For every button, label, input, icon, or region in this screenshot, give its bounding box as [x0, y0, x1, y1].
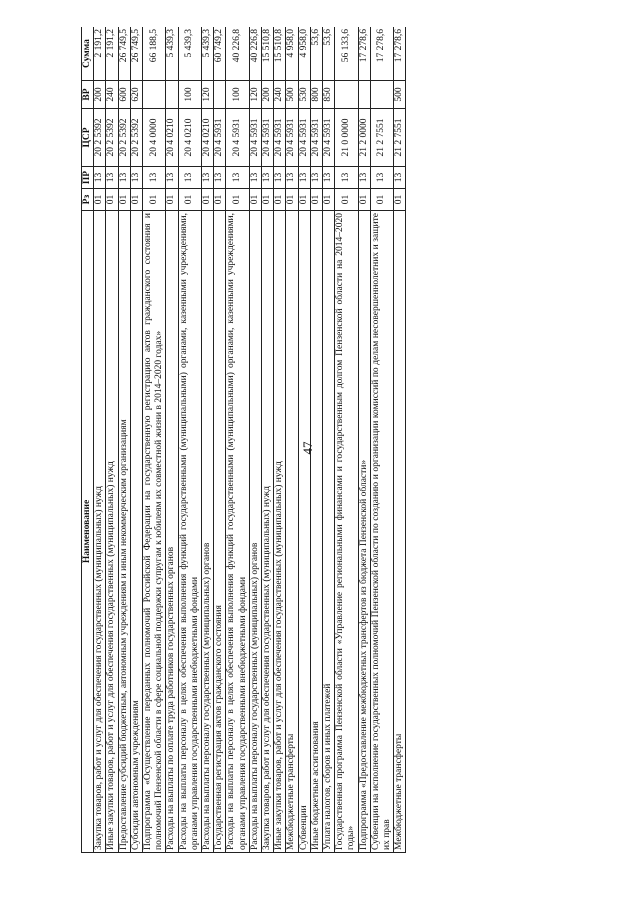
row-name: Субвенции — [298, 211, 310, 853]
row-name: Субвенции на исполнение государственных полномочий Пензенской области по созданию и организации комиссий по делам несовершеннолетних и защите их прав — [370, 211, 393, 853]
row-vr — [358, 81, 370, 109]
row-name: Расходы на выплаты персоналу государственных (муниципальных) органов — [202, 211, 214, 853]
row-sum: 15 510,8 — [262, 27, 274, 81]
row-pr: 13 — [249, 167, 261, 189]
row-sum: 4 958,0 — [286, 27, 298, 81]
row-csr: 20 4 0000 — [143, 109, 166, 167]
header-sum: Сумма — [82, 27, 94, 81]
row-csr: 20 2 5392 — [94, 109, 106, 167]
row-name: Межбюджетные трансферты — [286, 211, 298, 853]
row-csr: 21 2 7551 — [370, 109, 393, 167]
row-csr: 20 4 0210 — [166, 109, 178, 167]
table-row — [394, 27, 406, 853]
row-rz: 01 — [143, 189, 166, 211]
row-name: Иные закупки товаров, работ и услуг для обеспечения государственных (муниципальных) нужд — [274, 211, 286, 853]
row-csr: 20 4 5931 — [286, 109, 298, 167]
row-sum: 17 278,6 — [394, 27, 406, 81]
row-rz: 01 — [323, 189, 335, 211]
row-name: Уплата налогов, сборов и иных платежей — [323, 211, 335, 853]
row-rz: 01 — [298, 189, 310, 211]
row-sum: 26 749,5 — [118, 27, 130, 81]
row-vr: 620 — [130, 81, 142, 109]
row-name: Расходы на выплаты персоналу государственных (муниципальных) органов — [249, 211, 261, 853]
row-vr: 800 — [310, 81, 322, 109]
row-name: Государственная программа Пензенской области «Управление региональными финансами и государственным долгом Пензенской области на 2014–2020 годы» — [335, 211, 358, 853]
row-rz: 01 — [358, 189, 370, 211]
row-rz: 01 — [106, 189, 118, 211]
row-vr: 100 — [178, 81, 201, 109]
row-pr: 13 — [214, 167, 226, 189]
row-pr: 13 — [226, 167, 249, 189]
table-row — [262, 27, 274, 853]
table-row — [94, 27, 106, 853]
row-name: Межбюджетные трансферты — [394, 211, 406, 853]
header-rz: Рз — [82, 189, 94, 211]
row-vr: 200 — [262, 81, 274, 109]
page-number: 47 — [300, 441, 315, 455]
table-row — [214, 27, 226, 853]
row-rz: 01 — [130, 189, 142, 211]
row-csr: 20 4 5931 — [262, 109, 274, 167]
row-vr — [143, 81, 166, 109]
header-name: Наименование — [82, 211, 94, 853]
row-pr: 13 — [262, 167, 274, 189]
header-csr: ЦСР — [82, 109, 94, 167]
row-pr: 13 — [310, 167, 322, 189]
row-vr — [214, 81, 226, 109]
row-sum: 53,6 — [310, 27, 322, 81]
table-header-row — [82, 27, 94, 853]
row-sum: 2 191,2 — [94, 27, 106, 81]
row-sum: 53,6 — [323, 27, 335, 81]
row-pr: 13 — [106, 167, 118, 189]
row-vr: 240 — [274, 81, 286, 109]
row-vr: 240 — [106, 81, 118, 109]
row-rz: 01 — [335, 189, 358, 211]
table-row — [106, 27, 118, 853]
row-rz: 01 — [249, 189, 261, 211]
row-rz: 01 — [394, 189, 406, 211]
table-row — [249, 27, 261, 853]
table-row — [274, 27, 286, 853]
table-row — [166, 27, 178, 853]
row-pr: 13 — [130, 167, 142, 189]
budget-table — [81, 27, 406, 853]
row-sum: 56 133,6 — [335, 27, 358, 81]
row-name: Предоставление субсидий бюджетным, автономным учреждениям и иным некоммерческим организациям — [118, 211, 130, 853]
row-rz: 01 — [178, 189, 201, 211]
table-row — [118, 27, 130, 853]
row-vr — [166, 81, 178, 109]
row-sum: 15 510,8 — [274, 27, 286, 81]
row-vr: 500 — [286, 81, 298, 109]
row-csr: 20 4 0210 — [202, 109, 214, 167]
table-row — [358, 27, 370, 853]
row-sum: 40 226,8 — [249, 27, 261, 81]
row-pr: 13 — [358, 167, 370, 189]
table-row — [178, 27, 201, 853]
row-sum: 5 439,3 — [166, 27, 178, 81]
row-pr: 13 — [178, 167, 201, 189]
row-csr: 21 2 7551 — [394, 109, 406, 167]
row-pr: 13 — [323, 167, 335, 189]
row-rz: 01 — [214, 189, 226, 211]
row-name: Подпрограмма «Осуществление переданных полномочий Российской Федерации на государственную регистрацию актов гражданского состояния и полномочий Пензенской области в сфере социальной поддержки супругам к юбилеям их совместной жизни в 2014–2020 годах» — [143, 211, 166, 853]
row-rz: 01 — [202, 189, 214, 211]
row-csr: 20 4 5931 — [226, 109, 249, 167]
row-name: Расходы на выплаты персоналу в целях обеспечения выполнения функций государственными (муниципальными) органами, казенными учреждениями, органами управления государственными внебюджетными фондами — [178, 211, 201, 853]
row-sum: 60 749,2 — [214, 27, 226, 81]
row-rz: 01 — [310, 189, 322, 211]
table-row — [286, 27, 298, 853]
row-pr: 13 — [370, 167, 393, 189]
row-sum: 17 278,6 — [370, 27, 393, 81]
budget-table-container — [81, 27, 557, 853]
row-csr: 20 4 5931 — [310, 109, 322, 167]
row-pr: 13 — [118, 167, 130, 189]
row-vr: 530 — [298, 81, 310, 109]
header-pr: ПР — [82, 167, 94, 189]
row-csr: 20 4 0210 — [178, 109, 201, 167]
table-row — [323, 27, 335, 853]
row-name: Расходы на выплаты персоналу в целях обеспечения выполнения функций государственными (муниципальными) органами, казенными учреждениями, органами управления государственными внебюджетными фондами — [226, 211, 249, 853]
table-row — [143, 27, 166, 853]
row-sum: 4 958,0 — [298, 27, 310, 81]
row-sum: 26 749,5 — [130, 27, 142, 81]
row-csr: 20 2 5392 — [106, 109, 118, 167]
row-vr: 600 — [118, 81, 130, 109]
row-csr: 20 4 5931 — [274, 109, 286, 167]
row-pr: 13 — [166, 167, 178, 189]
row-vr: 120 — [249, 81, 261, 109]
row-csr: 20 4 5931 — [249, 109, 261, 167]
row-name: Закупка товаров, работ и услуг для обеспечения государственных (муниципальных) нужд — [262, 211, 274, 853]
row-rz: 01 — [286, 189, 298, 211]
row-csr: 20 4 5931 — [214, 109, 226, 167]
row-rz: 01 — [166, 189, 178, 211]
row-csr: 21 0 0000 — [335, 109, 358, 167]
row-sum: 40 226,8 — [226, 27, 249, 81]
table-row — [226, 27, 249, 853]
row-vr — [370, 81, 393, 109]
row-vr — [335, 81, 358, 109]
row-sum: 5 439,3 — [178, 27, 201, 81]
table-row — [130, 27, 142, 853]
row-pr: 13 — [274, 167, 286, 189]
row-name: Закупка товаров, работ и услуг для обеспечения государственных (муниципальных) нужд — [94, 211, 106, 853]
row-sum: 2 191,2 — [106, 27, 118, 81]
row-csr: 20 2 5392 — [130, 109, 142, 167]
table-row — [310, 27, 322, 853]
row-pr: 13 — [394, 167, 406, 189]
row-name: Подпрограмма «Предоставление межбюджетных трансфертов из бюджета Пензенской области» — [358, 211, 370, 853]
row-vr: 200 — [94, 81, 106, 109]
row-csr: 20 4 5931 — [323, 109, 335, 167]
row-rz: 01 — [226, 189, 249, 211]
row-pr: 13 — [335, 167, 358, 189]
row-name: Иные закупки товаров, работ и услуг для обеспечения государственных (муниципальных) нужд — [106, 211, 118, 853]
header-vr: ВР — [82, 81, 94, 109]
row-vr: 850 — [323, 81, 335, 109]
row-sum: 66 188,5 — [143, 27, 166, 81]
row-sum: 17 278,6 — [358, 27, 370, 81]
row-csr: 20 2 5392 — [118, 109, 130, 167]
row-pr: 13 — [202, 167, 214, 189]
row-name: Субсидии автономным учреждениям — [130, 211, 142, 853]
table-row — [298, 27, 310, 853]
table-row — [335, 27, 358, 853]
row-sum: 5 439,3 — [202, 27, 214, 81]
row-rz: 01 — [262, 189, 274, 211]
row-rz: 01 — [118, 189, 130, 211]
row-pr: 13 — [143, 167, 166, 189]
row-csr: 21 2 0000 — [358, 109, 370, 167]
row-pr: 13 — [286, 167, 298, 189]
row-rz: 01 — [274, 189, 286, 211]
row-pr: 13 — [298, 167, 310, 189]
table-row — [202, 27, 214, 853]
row-vr: 100 — [226, 81, 249, 109]
row-name: Расходы на выплаты по оплате труда работников государственных органов — [166, 211, 178, 853]
row-name: Государственная регистрация актов гражданского состояния — [214, 211, 226, 853]
row-vr: 120 — [202, 81, 214, 109]
row-vr: 500 — [394, 81, 406, 109]
row-pr: 13 — [94, 167, 106, 189]
row-rz: 01 — [370, 189, 393, 211]
row-name: Иные бюджетные ассигнования — [310, 211, 322, 853]
table-row — [370, 27, 393, 853]
row-csr: 20 4 5931 — [298, 109, 310, 167]
row-rz: 01 — [94, 189, 106, 211]
